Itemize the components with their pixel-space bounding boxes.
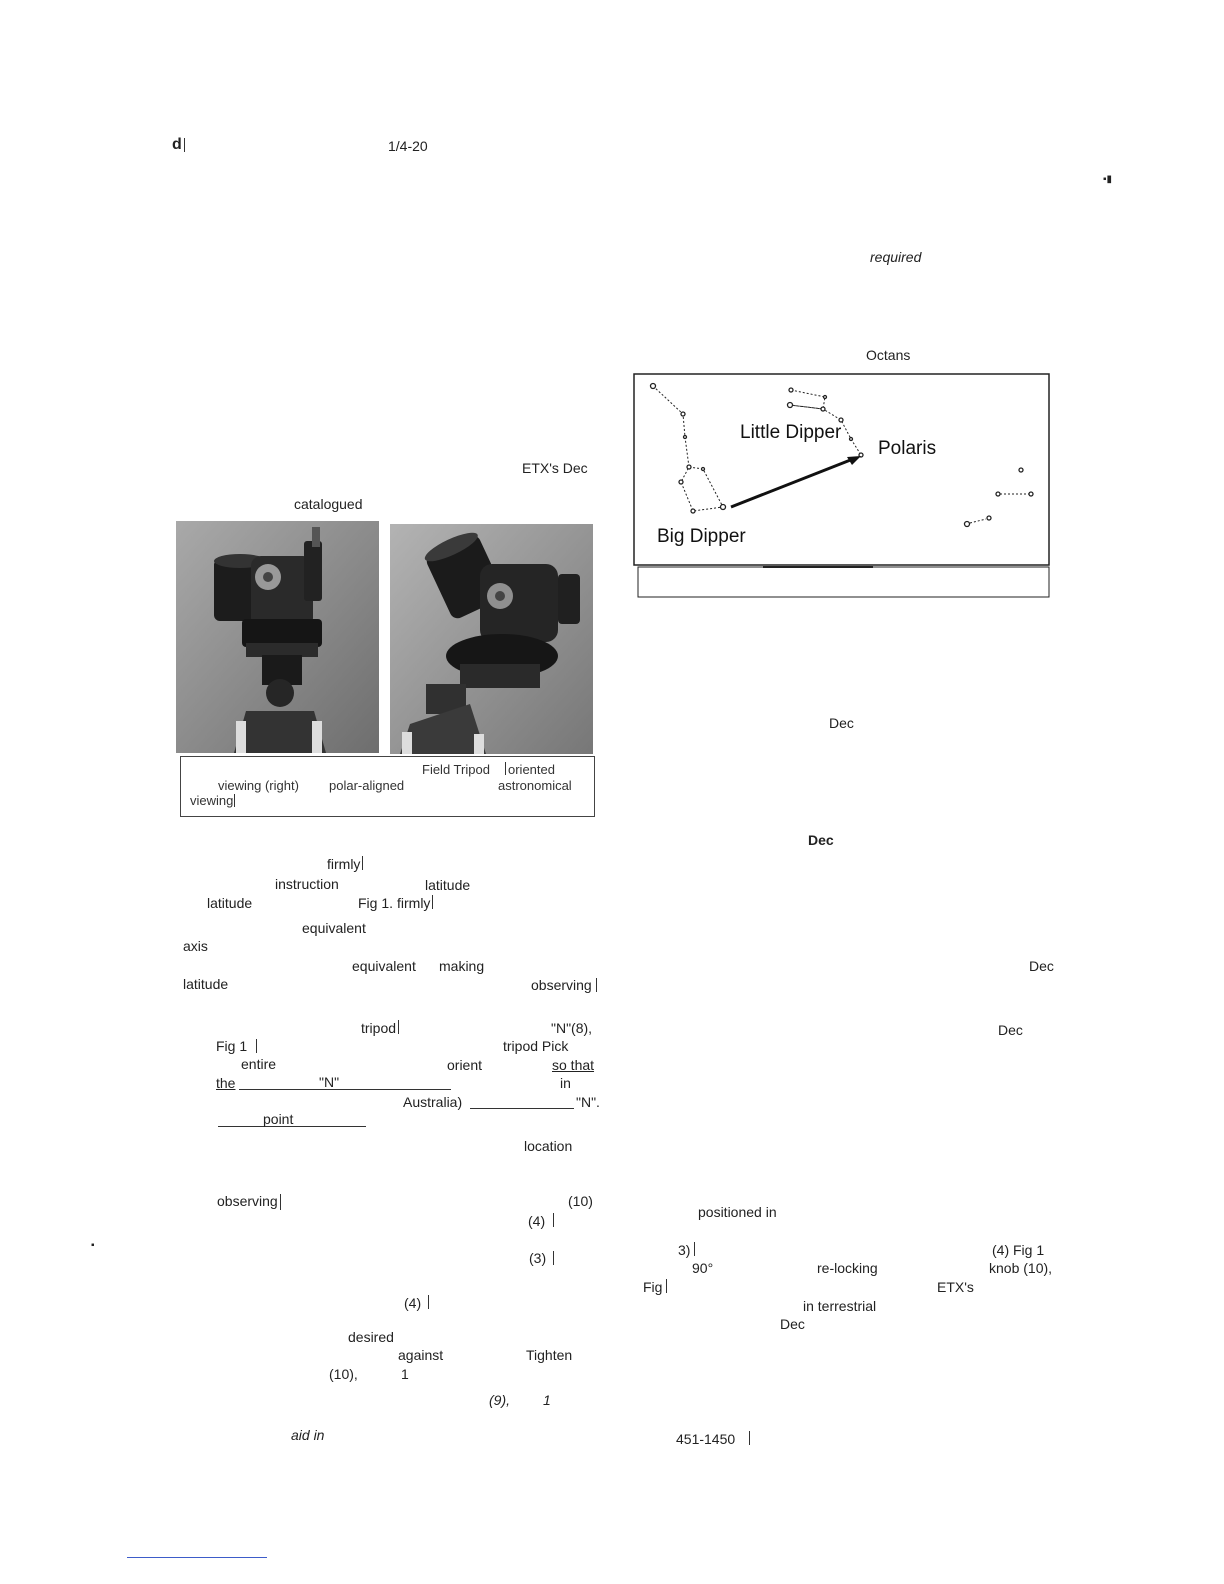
- text-break: [184, 138, 185, 152]
- text-etxs: ETX's: [937, 1279, 974, 1295]
- step-letter-d: d: [172, 136, 182, 153]
- text-break: [553, 1213, 554, 1227]
- text-dec: Dec: [1029, 958, 1054, 974]
- text-latitude: latitude: [183, 976, 229, 992]
- text-firmly: firmly: [397, 895, 431, 911]
- text-knob-10: knob (10),: [989, 1260, 1053, 1276]
- underline: [239, 1089, 451, 1090]
- text-latitude: latitude: [425, 877, 471, 893]
- text-the: the: [216, 1075, 236, 1091]
- text-required: required: [870, 249, 922, 265]
- text-re-locking: re-locking: [817, 1260, 878, 1276]
- star-chart: [633, 373, 1050, 599]
- text-in: in: [560, 1075, 571, 1091]
- text-1: 1: [401, 1366, 409, 1382]
- text-n-8: "N"(8),: [551, 1020, 593, 1036]
- underline: [470, 1108, 574, 1109]
- text-instruction: instruction: [275, 876, 339, 892]
- text-australia: Australia): [403, 1094, 463, 1110]
- telescope-photo-right: [390, 524, 593, 754]
- text-observing: observing: [217, 1193, 278, 1209]
- text-n-quote: "N": [319, 1074, 340, 1090]
- text-making: making: [439, 958, 485, 974]
- text-against: against: [398, 1347, 444, 1363]
- text-tripod: tripod: [361, 1020, 397, 1036]
- text-9: (9),: [489, 1392, 510, 1408]
- text-latitude: latitude: [207, 895, 253, 911]
- text-break: [280, 1194, 281, 1210]
- text-fig: Fig: [643, 1279, 663, 1295]
- label-little-dipper: Little Dipper: [740, 422, 842, 443]
- text-3: (3): [529, 1250, 547, 1266]
- caption-field-tripod: Field Tripod: [422, 762, 490, 777]
- text-equivalent: equivalent: [302, 920, 366, 936]
- text-break: [553, 1251, 554, 1265]
- text-break: [362, 856, 363, 870]
- text-location: location: [524, 1138, 573, 1154]
- caption-astronomical: astronomical: [498, 778, 572, 793]
- margin-mark: ▪▮: [1103, 174, 1113, 185]
- text-4-fig-1: (4) Fig 1: [992, 1242, 1045, 1258]
- text-in-terrestrial: in terrestrial: [803, 1298, 877, 1314]
- text-fig-1: Fig 1.: [358, 895, 394, 911]
- text-phone: 451-1450: [676, 1431, 736, 1447]
- text-4: (4): [528, 1213, 546, 1229]
- text-so-that: so that: [552, 1057, 595, 1073]
- text-equivalent: equivalent: [352, 958, 416, 974]
- text-orient: orient: [447, 1057, 483, 1073]
- text-break: [428, 1295, 429, 1309]
- catalogued-text: catalogued: [294, 496, 363, 512]
- telescope-photo-left: [176, 521, 379, 753]
- text-fig-1: Fig 1: [216, 1038, 248, 1054]
- text-positioned-in: positioned in: [698, 1204, 777, 1220]
- etx-dec-text: ETX's Dec: [522, 460, 588, 476]
- text-break: [256, 1039, 257, 1053]
- label-polaris: Polaris: [878, 438, 937, 459]
- text-10: (10),: [329, 1366, 358, 1382]
- label-big-dipper: Big Dipper: [657, 526, 746, 547]
- text-break: [432, 895, 433, 909]
- text-dec: Dec: [780, 1316, 805, 1332]
- text-90-degrees: 90°: [692, 1260, 714, 1276]
- text-dec-bold: Dec: [808, 832, 834, 848]
- text-break: [749, 1431, 750, 1445]
- text-break: [398, 1020, 399, 1034]
- text-point: point: [263, 1111, 294, 1127]
- text-break: [505, 762, 506, 775]
- text-firmly: firmly: [327, 856, 361, 872]
- caption-oriented: oriented: [508, 762, 555, 777]
- text-3: 3): [678, 1242, 691, 1258]
- text-dec: Dec: [829, 715, 854, 731]
- text-n-quote: "N".: [576, 1094, 600, 1110]
- text-break: [596, 978, 597, 992]
- text-desired: desired: [348, 1329, 394, 1345]
- thread-size: 1/4-20: [388, 138, 428, 154]
- caption-viewing-right: viewing (right): [218, 778, 299, 793]
- caption-viewing: viewing: [190, 793, 234, 808]
- text-1: 1: [543, 1392, 551, 1408]
- text-observing: observing: [531, 977, 592, 993]
- text-break: [666, 1279, 667, 1293]
- text-axis: axis: [183, 938, 208, 954]
- text-10: (10): [568, 1193, 593, 1209]
- bullet-mark: ▪: [91, 1240, 95, 1251]
- text-octans: Octans: [866, 347, 911, 363]
- footer-link-underline[interactable]: [127, 1557, 267, 1558]
- text-break: [694, 1242, 695, 1256]
- text-4: (4): [404, 1295, 422, 1311]
- text-entire: entire: [241, 1056, 277, 1072]
- text-break: [234, 794, 235, 807]
- caption-polar-aligned: polar-aligned: [329, 778, 405, 793]
- text-tripod-pick: tripod Pick: [503, 1038, 569, 1054]
- text-aid-in: aid in: [291, 1427, 325, 1443]
- text-dec: Dec: [998, 1022, 1023, 1038]
- text-tighten: Tighten: [526, 1347, 573, 1363]
